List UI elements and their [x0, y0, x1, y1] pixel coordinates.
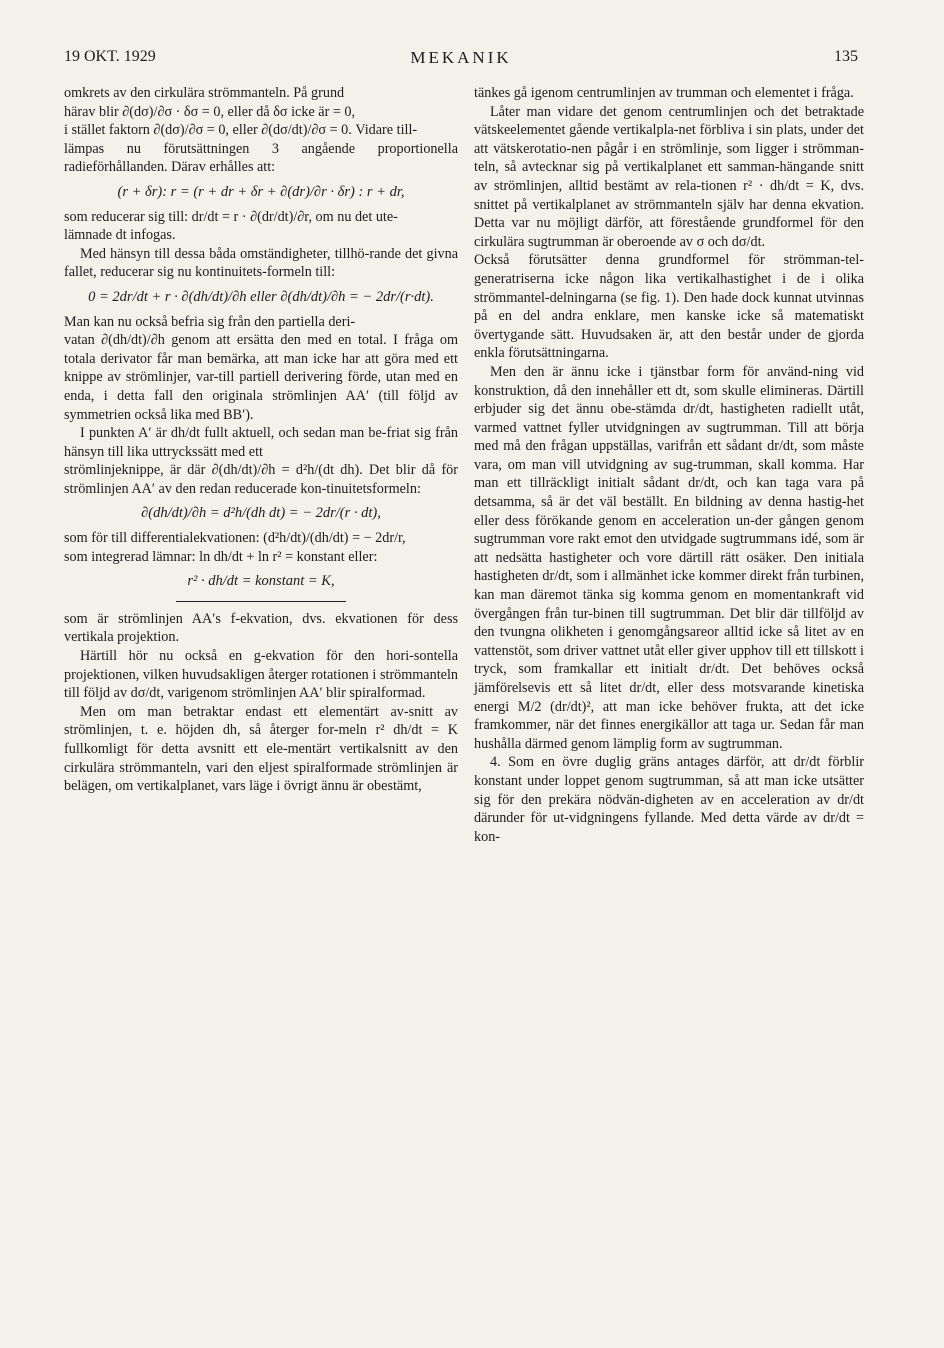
paragraph: I punkten A′ är dh/dt fullt aktuell, och sedan man be-friat sig från hänsyn till lika uttryckssätt med ett: [64, 425, 458, 460]
paragraph: som integrerad lämnar: ln dh/dt + ln r² = konstant eller:: [64, 548, 378, 565]
paragraph: i stället faktorn ∂(dσ)/∂σ = 0, eller ∂(dσ/dt)/∂σ = 0. Vidare till-: [64, 122, 418, 139]
paragraph: Med hänsyn till dessa båda omständigheter, tillhö-rande det givna fallet, reducerar sig nu kontinuitets-formeln till:: [64, 245, 458, 281]
paragraph: Man kan nu också befria sig från den partiella deri-: [64, 313, 356, 330]
paragraph: som för till differentialekvationen: (d²h/dt)/(dh/dt) = − 2dr/r,: [64, 530, 406, 547]
paragraph: Låter man vidare det genom centrumlinjen och det betraktade vätskeelementet gående vertikalpla-net förbliva i sin plats, under det att vätskerotatio-nen pågår i en strömlinje, som ligger i strömman-teln, så avtecknar sig på vertikalplanet ett samman-hängande snitt av strömlinjen, alltid bestämt av rela-tionen r² · dh/dt = K, dvs. snittet på vertikalplanet av strömmanteln själv har denna ekvation. Detta var nu möjligt därför, att förestående grundformel för den cirkulära sugtrumman är oberoende av σ och dσ/dt.: [474, 103, 864, 250]
left-column: [64, 84, 458, 796]
paragraph: 4. Som en övre duglig gräns antages därför, att dr/dt förblir konstant under loppet genom sugtrumman, så att man icke utsätter sig för den prekära nödvän-digheten av en acceleration av dr/dt därunder för ut-vidgningens fyllande. Med detta värde av dr/dt = kon-: [474, 754, 864, 845]
page-header: [64, 44, 858, 74]
paragraph: vatan ∂(dh/dt)/∂h genom att ersätta den med en total. I fråga om totala derivator får man bemärka, att man icke har att göra med ett knippe av strömlinjer, var-till partiell derivering förde, utan med en enda, i detta fall den originala strömlinjen AA′ (till följd av symmetrien också lika med BB′).: [64, 332, 458, 423]
equation: 0 = 2dr/dt + r · ∂(dh/dt)/∂h eller ∂(dh/dt)/∂h = − 2dr/(r·dt).: [88, 288, 434, 305]
paragraph: tänkes gå igenom centrumlinjen av trumman och elementet i fråga.: [474, 85, 854, 101]
header-date: 19 OKT. 1929: [64, 48, 156, 65]
paragraph: lämpas nu förutsättningen 3 angående proportionella radieförhållanden. Därav erhålles att:: [64, 140, 458, 176]
page-number: 135: [834, 48, 858, 65]
equation: (r + δr): r = (r + dr + δr + ∂(dr)/∂r · δr) : r + dr,: [117, 183, 405, 200]
paragraph: omkrets av den cirkulära strömmanteln. På grund: [64, 85, 345, 101]
paragraph: lämnade dt infogas.: [64, 227, 176, 244]
paragraph: strömlinjeknippe, är där ∂(dh/dt)/∂h = d²h/(dt dh). Det blir då för strömlinjen AA′ av den redan reducerade kon-tinuitetsformeln:: [64, 462, 458, 497]
equation: ∂(dh/dt)/∂h = d²h/(dh dt) = − 2dr/(r · dt),: [141, 505, 381, 522]
paragraph: Men om man betraktar endast ett elementärt av-snitt av strömlinjen, t. e. höjden dh, så återger for-meln r² dh/dt = K fullkomligt för detta avsnitt ett ele-mentärt vertikalsnitt av den cirkulära strömmanteln, vari den eljest spiralformade strömlinjen är belägen, om vertikalplanet, vars läge i övrigt ännu är obestämt,: [64, 703, 458, 795]
section-rule: [176, 601, 346, 602]
paragraph: Också förutsätter denna grundformel för strömman-tel-generatriserna icke någon lika vertikalhastighet i de i olika strömmantel-delningarna (se fig. 1). Den hade dock kunnat utvinnas på en del andra enklare, men kanske icke så matematiskt övertygande sätt. Huvudsaken är, att den består under de gjorda enkla förutsättningarna.: [474, 252, 864, 362]
paragraph: Härtill hör nu också en g-ekvation för den hori-sontella projektionen, vilken huvudsakligen återger rotationen i strömmanteln till följd av dσ/dt, varigenom strömlinjen AA′ blir spiralformad.: [64, 648, 458, 702]
paragraph: härav blir ∂(dσ)/∂σ · δσ = 0, eller då δσ icke är = 0,: [64, 103, 356, 120]
header-title: MEKANIK: [410, 48, 512, 67]
paragraph: som reducerar sig till: dr/dt = r · ∂(dr/dt)/∂r, om nu det ute-: [64, 208, 398, 225]
paragraph: Men den är ännu icke i tjänstbar form för använd-ning vid konstruktion, då den innehåller ett dt, som skulle elimineras. Därtill erbjuder sig det ännu obe-stämda dr/dt, hastigheten radiellt utåt, varmed vattnet fyller utvidgningen av sugtrumman. Till att börja med må den frågan uppställas, varifrån ett sådant dr/dt, som måste vara, om man vill utvidgning av sug-trumman, skall komma. Har man ett tillräckligt initialt sådant dr/dt, och kan taga vara på detsamma, så är det väl beställt. En bildning av denna hastig-het eller dess förökande genom en acceleration un-der gången genom sugtrumman vore rakt emot den utvidgade sugtrummans idé, som är att nedsätta hastigheter och vore därtill rätt osäker. Den initiala hastigheten dr/dt, som i allmänhet icke kommer direkt från turbinen, kan man däremot tänka sig komma genom en momentankraft vid övergången från tur-binen till sugtrumman. Det blir där tillföljd av den tvungna olikheten i genomgångsareor alltid icke så litet av en vattenstöt, som driver vattnet utåt eller giver upphov till ett tillskott i tryck, som framkallar ett initialt dr/dt. Det behöves också jämförelsevis ett så litet dr/dt, eller dess motsvarande kinetiska energi M/2 (dr/dt)², att man icke behöver frukta, att det icke framkommer, när det finnes energikällor att taga ur. Sedan får man hushålla därmed genom lämplig form av sugtrumman.: [474, 363, 864, 752]
paragraph: som är strömlinjen AA′s f-ekvation, dvs. ekvationen för dess vertikala projektion.: [64, 610, 458, 646]
right-column: [474, 84, 864, 846]
equation: r² · dh/dt = konstant = K,: [187, 573, 335, 590]
